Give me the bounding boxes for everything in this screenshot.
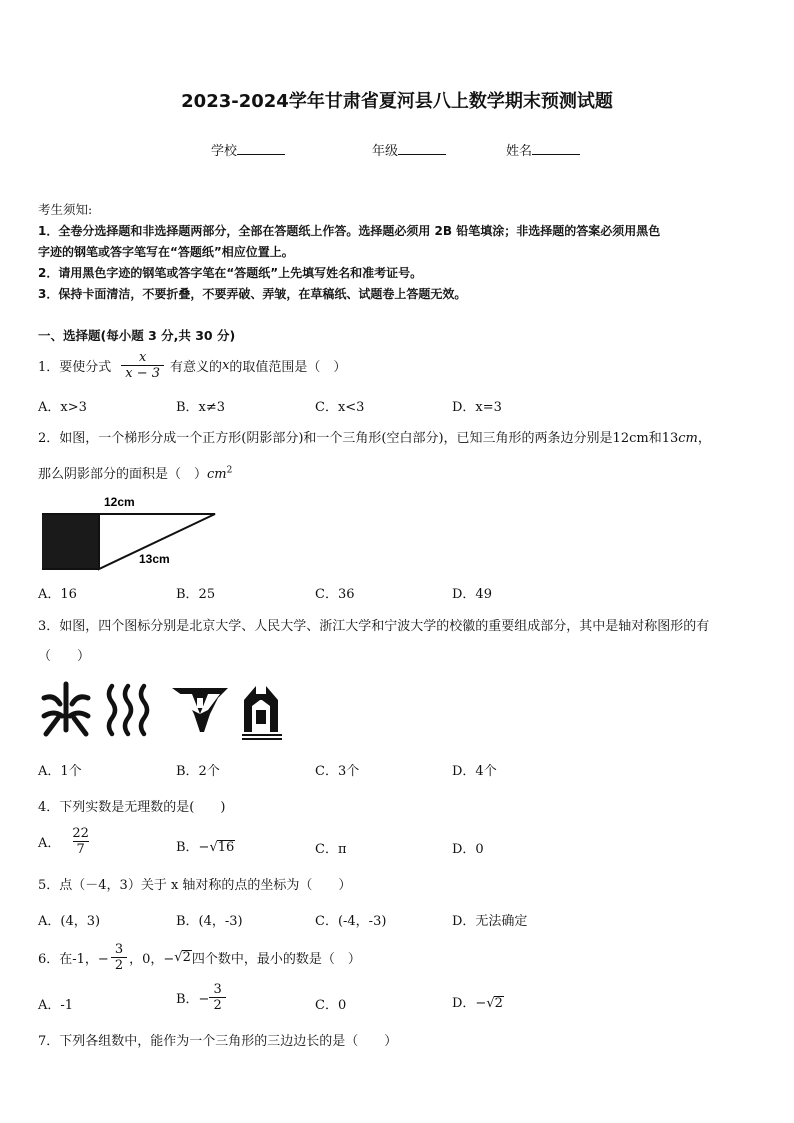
notice-line1b: 字迹的钢笔或答字笔写在“答题纸”相应位置上。	[38, 245, 294, 259]
ningbo-emblem	[242, 686, 282, 740]
school-field[interactable]	[211, 140, 285, 159]
q5-option-a[interactable]: A．(4，3)	[38, 914, 101, 929]
peking-emblem	[44, 684, 88, 734]
q1-option-d[interactable]: D．x=3	[452, 400, 502, 415]
name-label: 姓名	[506, 144, 533, 159]
q6-option-d[interactable]: D．−√2	[452, 996, 503, 1011]
fraction: $\frac{x}{x - 3}$	[121, 350, 164, 381]
question-3-line1: 3．如图，四个图标分别是北京大学、人民大学、浙江大学和宁波大学的校徽的重要组成部分，其中是轴对称图形的有	[38, 619, 710, 634]
zhejiang-emblem	[172, 688, 228, 732]
question-2-line1: 2．如图，一个梯形分成一个正方形(阴影部分)和一个三角形(空白部分)，已知三角形的两条边分别是12cm和13cm，	[38, 431, 711, 446]
notice-line1a: 1．全卷分选择题和非选择题两部分，全部在答题纸上作答。选择题必须用 2B 铅笔填涂；非选择题的答案必须用黑色	[38, 224, 661, 238]
question-4-stem: 4．下列实数是无理数的是( )	[38, 800, 226, 815]
q3-option-d[interactable]: D．4个	[452, 764, 497, 779]
renmin-emblem	[109, 686, 147, 734]
q2-option-b[interactable]: B．25	[176, 587, 216, 602]
q4-option-b[interactable]: B．−√16	[176, 840, 235, 855]
q2-option-d[interactable]: D．49	[452, 587, 492, 602]
q4-option-c[interactable]: C．π	[315, 842, 347, 857]
question-3-line2: （ ）	[38, 649, 91, 664]
grade-label: 年级	[372, 144, 399, 159]
notice-heading: 考生须知:	[38, 202, 93, 217]
q1-option-a[interactable]: A．x>3	[38, 400, 87, 415]
question-1-stem: 1．要使分式 $\frac{x}{x - 3}$ 有意义的 x 的取值范围是（ ）	[38, 350, 347, 381]
question-2-line2: 那么阴影部分的面积是（ ）$cm^2$	[38, 465, 233, 482]
q2-option-a[interactable]: A．16	[38, 587, 77, 602]
q6-option-b[interactable]: B．− $\frac{3}{2}$	[176, 982, 226, 1013]
shaded-square	[42, 514, 99, 569]
q5-option-b[interactable]: B．(4，-3)	[176, 914, 243, 929]
section-heading: 一、选择题(每小题 3 分,共 30 分)	[38, 328, 236, 343]
notice-line3: 3．保持卡面清洁，不要折叠，不要弄破、弄皱，在草稿纸、试题卷上答题无效。	[38, 287, 467, 301]
question-5-stem: 5．点（－4，3）关于 x 轴对称的点的坐标为（ ）	[38, 878, 352, 893]
fraction: $\frac{3}{2}$	[111, 942, 127, 973]
q4-option-a[interactable]: A． $\frac{22}{7}$	[38, 826, 93, 857]
label-12cm: 12cm	[104, 495, 135, 509]
question-7-stem: 7．下列各组数中，能作为一个三角形的三边边长的是（ ）	[38, 1034, 398, 1049]
q4-option-d[interactable]: D．0	[452, 842, 484, 857]
fraction: $\frac{22}{7}$	[72, 826, 89, 857]
trapezoid-figure	[38, 490, 220, 572]
q3-option-c[interactable]: C．3个	[315, 764, 360, 779]
q6-option-a[interactable]: A．-1	[38, 998, 74, 1013]
q1-option-b[interactable]: B．x≠3	[176, 400, 226, 415]
university-emblems	[40, 680, 290, 742]
q1-option-c[interactable]: C．x<3	[315, 400, 365, 415]
grade-field[interactable]	[372, 140, 446, 159]
notice-line2: 2．请用黑色字迹的钢笔或答字笔在“答题纸”上先填写姓名和准考证号。	[38, 266, 423, 280]
q6-option-c[interactable]: C．0	[315, 998, 347, 1013]
q3-option-b[interactable]: B．2个	[176, 764, 220, 779]
q5-option-d[interactable]: D．无法确定	[452, 914, 528, 929]
q3-option-a[interactable]: A．1个	[38, 764, 82, 779]
page-title: 2023-2024学年甘肃省夏河县八上数学期末预测试题	[181, 91, 613, 112]
question-6-stem: 6．在-1，− $\frac{3}{2}$ ，0，− √ 2 四个数中，最小的数是（ ）	[38, 942, 361, 973]
q2-option-c[interactable]: C．36	[315, 587, 355, 602]
label-13cm: 13cm	[139, 552, 170, 566]
q5-option-c[interactable]: C．(-4，-3)	[315, 914, 387, 929]
fraction: $\frac{3}{2}$	[209, 982, 225, 1013]
school-label: 学校	[211, 144, 238, 159]
name-field[interactable]	[506, 140, 580, 159]
